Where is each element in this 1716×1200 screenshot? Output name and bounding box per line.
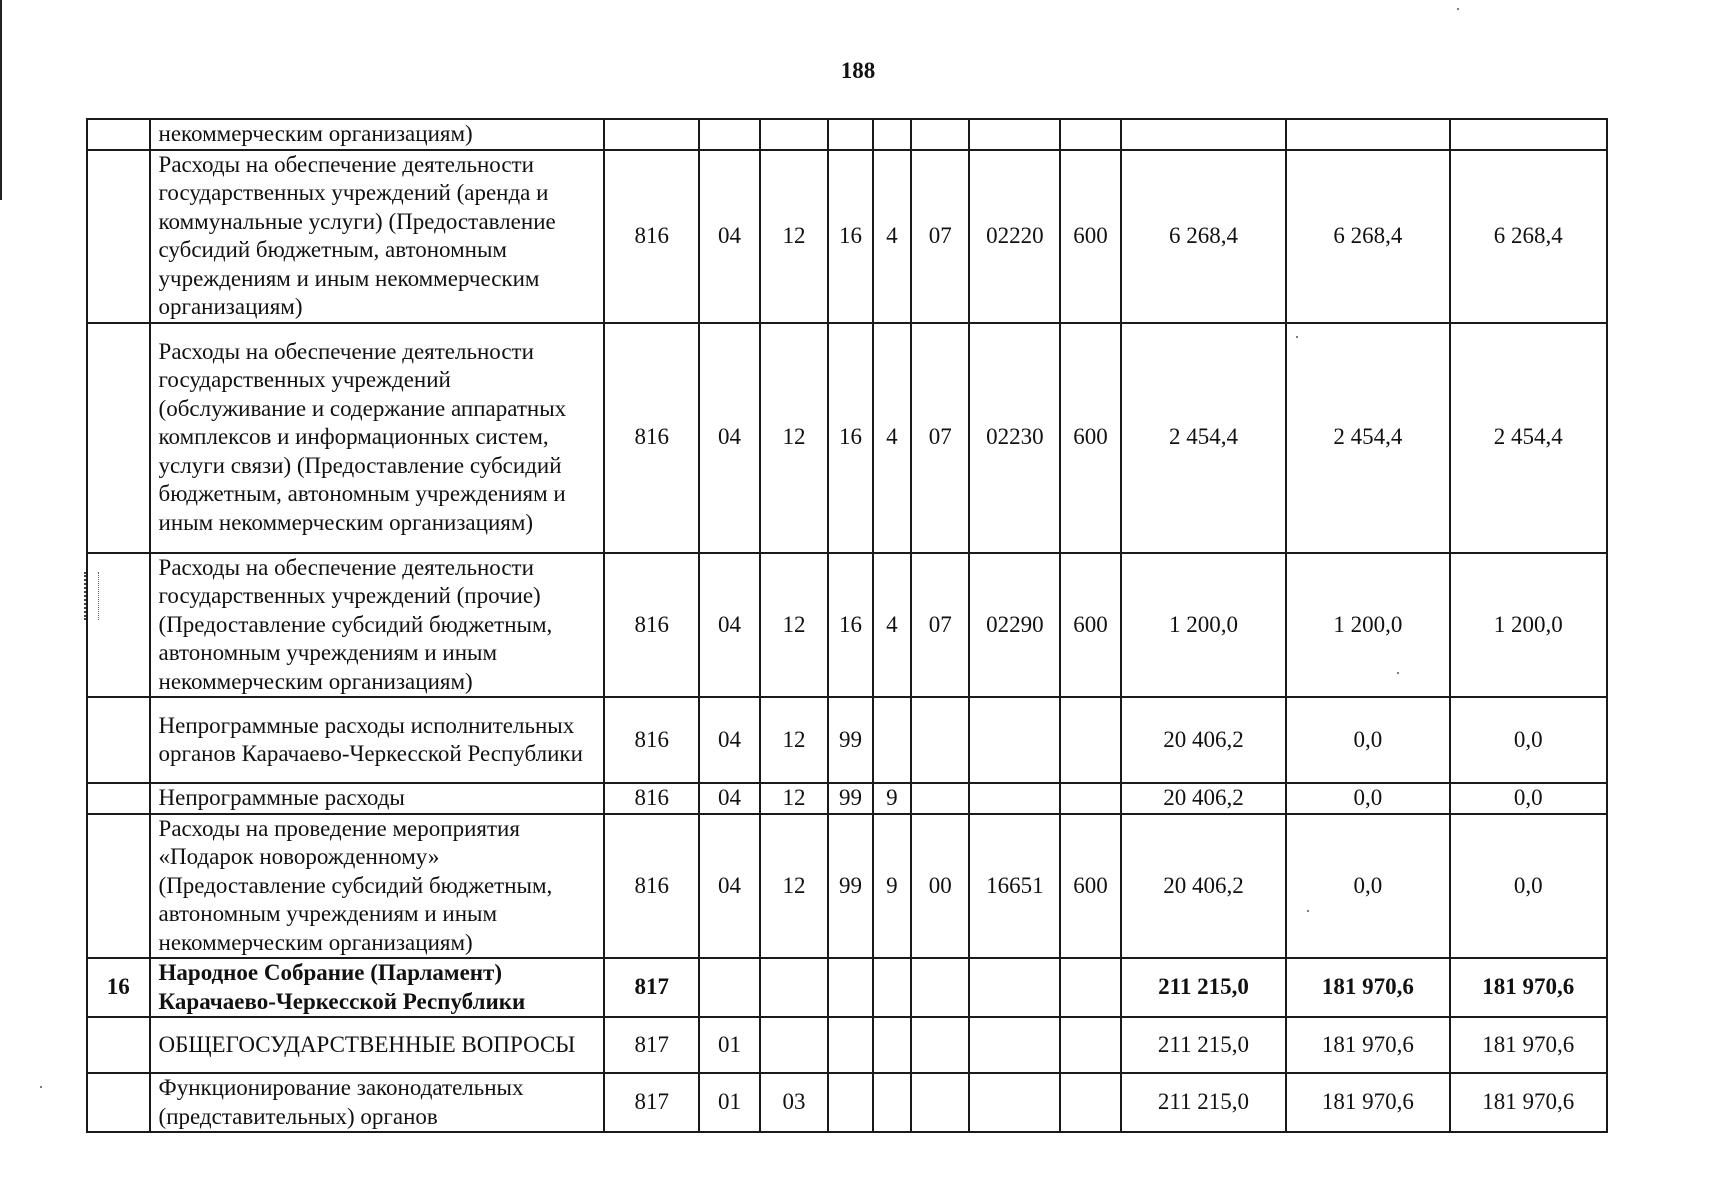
table-row [87, 783, 1607, 814]
program-code-cell: 16 [828, 150, 872, 323]
expense-name-cell: Расходы на обеспечение деятельности государственных учреждений (обслуживание и содержание аппаратных комплексов и информационных систем, услуги связи) (Предоставление субсидий бюджетным, автономным учреждениям и иным некоммерческим организациям) [150, 323, 605, 553]
budget-table [86, 118, 1608, 1133]
amount-year-3-cell: 1 200,0 [1450, 553, 1607, 698]
expense-type-code-cell [1060, 958, 1121, 1017]
direction-code-cell: 02220 [969, 150, 1060, 323]
event-code-cell [911, 697, 970, 783]
amount-year-1-cell: 20 406,2 [1121, 783, 1286, 814]
gr-code-cell: 817 [604, 958, 699, 1017]
amount-year-2-cell [1286, 119, 1449, 150]
expense-name-cell: Функционирование законодательных (представительных) органов [150, 1073, 605, 1132]
table-row [87, 119, 1607, 150]
amount-year-2-cell: 6 268,4 [1286, 150, 1449, 323]
row-number-cell: 16 [87, 958, 150, 1017]
section-code-cell [699, 119, 760, 150]
section-code-cell: 04 [699, 697, 760, 783]
expense-name-cell: Народное Собрание (Парламент) Карачаево-Черкесской Республики [150, 958, 605, 1017]
table-row [87, 1017, 1607, 1073]
expense-name-cell: некоммерческим организациям) [150, 119, 605, 150]
expense-type-code-cell [1060, 1073, 1121, 1132]
amount-year-1-cell: 211 215,0 [1121, 1017, 1286, 1073]
amount-year-2-cell: 1 200,0 [1286, 553, 1449, 698]
program-code-cell [828, 1017, 872, 1073]
table-row [87, 553, 1607, 698]
program-code-cell: 99 [828, 697, 872, 783]
gr-code-cell: 816 [604, 323, 699, 553]
section-code-cell: 04 [699, 553, 760, 698]
row-number-cell [87, 697, 150, 783]
event-code-cell: 00 [911, 814, 970, 959]
section-code-cell: 01 [699, 1017, 760, 1073]
row-number-cell [87, 783, 150, 814]
subprogram-code-cell: 9 [873, 783, 911, 814]
scan-left-edge [0, 0, 2, 200]
amount-year-3-cell: 0,0 [1450, 814, 1607, 959]
amount-year-3-cell: 181 970,6 [1450, 1017, 1607, 1073]
program-code-cell [828, 958, 872, 1017]
direction-code-cell [969, 783, 1060, 814]
event-code-cell: 07 [911, 150, 970, 323]
gr-code-cell: 816 [604, 697, 699, 783]
amount-year-3-cell: 0,0 [1450, 783, 1607, 814]
gr-code-cell: 816 [604, 814, 699, 959]
amount-year-1-cell: 6 268,4 [1121, 150, 1286, 323]
subsection-code-cell [760, 958, 829, 1017]
subsection-code-cell: 12 [760, 553, 829, 698]
gr-code-cell: 817 [604, 1017, 699, 1073]
expense-name-cell: Непрограммные расходы [150, 783, 605, 814]
section-code-cell: 04 [699, 814, 760, 959]
row-number-cell [87, 553, 150, 698]
gr-code-cell: 816 [604, 553, 699, 698]
amount-year-1-cell: 20 406,2 [1121, 697, 1286, 783]
direction-code-cell: 16651 [969, 814, 1060, 959]
section-code-cell: 04 [699, 150, 760, 323]
gr-code-cell: 816 [604, 150, 699, 323]
amount-year-2-cell: 0,0 [1286, 783, 1449, 814]
expense-name-cell: ОБЩЕГОСУДАРСТВЕННЫЕ ВОПРОСЫ [150, 1017, 605, 1073]
expense-type-code-cell [1060, 119, 1121, 150]
event-code-cell [911, 119, 970, 150]
amount-year-2-cell: 2 454,4 [1286, 323, 1449, 553]
table-row [87, 1073, 1607, 1132]
amount-year-2-cell: 0,0 [1286, 814, 1449, 959]
amount-year-2-cell: 181 970,6 [1286, 1017, 1449, 1073]
amount-year-2-cell: 181 970,6 [1286, 1073, 1449, 1132]
direction-code-cell: 02230 [969, 323, 1060, 553]
section-code-cell: 04 [699, 783, 760, 814]
row-number-cell [87, 1017, 150, 1073]
event-code-cell [911, 783, 970, 814]
program-code-cell: 99 [828, 814, 872, 959]
expense-type-code-cell [1060, 697, 1121, 783]
expense-name-cell: Расходы на обеспечение деятельности государственных учреждений (прочие) (Предоставление субсидий бюджетным, автономным учреждениям и иным некоммерческим организациям) [150, 553, 605, 698]
amount-year-3-cell: 181 970,6 [1450, 1073, 1607, 1132]
amount-year-1-cell: 2 454,4 [1121, 323, 1286, 553]
row-number-cell [87, 150, 150, 323]
table-row [87, 323, 1607, 553]
subprogram-code-cell [873, 119, 911, 150]
program-code-cell: 16 [828, 553, 872, 698]
gr-code-cell [604, 119, 699, 150]
amount-year-3-cell: 0,0 [1450, 697, 1607, 783]
expense-name-cell: Расходы на проведение мероприятия «Подарок новорожденному» (Предоставление субсидий бюджетным, автономным учреждениям и иным некоммерческим организациям) [150, 814, 605, 959]
section-code-cell: 04 [699, 323, 760, 553]
amount-year-3-cell: 6 268,4 [1450, 150, 1607, 323]
subprogram-code-cell: 9 [873, 814, 911, 959]
event-code-cell: 07 [911, 553, 970, 698]
expense-type-code-cell: 600 [1060, 553, 1121, 698]
section-code-cell: 01 [699, 1073, 760, 1132]
subsection-code-cell: 12 [760, 783, 829, 814]
subprogram-code-cell: 4 [873, 150, 911, 323]
amount-year-1-cell [1121, 119, 1286, 150]
subsection-code-cell: 03 [760, 1073, 829, 1132]
amount-year-1-cell: 211 215,0 [1121, 958, 1286, 1017]
amount-year-3-cell: 2 454,4 [1450, 323, 1607, 553]
expense-type-code-cell: 600 [1060, 814, 1121, 959]
section-code-cell [699, 958, 760, 1017]
direction-code-cell [969, 119, 1060, 150]
table-row [87, 150, 1607, 323]
amount-year-1-cell: 20 406,2 [1121, 814, 1286, 959]
row-number-cell [87, 119, 150, 150]
subprogram-code-cell: 4 [873, 553, 911, 698]
gr-code-cell: 816 [604, 783, 699, 814]
amount-year-2-cell: 0,0 [1286, 697, 1449, 783]
event-code-cell: 07 [911, 323, 970, 553]
direction-code-cell [969, 697, 1060, 783]
scan-speck [1457, 8, 1459, 10]
row-number-cell [87, 323, 150, 553]
subsection-code-cell [760, 119, 829, 150]
subprogram-code-cell: 4 [873, 323, 911, 553]
subprogram-code-cell [873, 1017, 911, 1073]
subprogram-code-cell [873, 697, 911, 783]
direction-code-cell [969, 1017, 1060, 1073]
direction-code-cell [969, 958, 1060, 1017]
budget-table-body [87, 119, 1607, 1132]
direction-code-cell: 02290 [969, 553, 1060, 698]
program-code-cell: 16 [828, 323, 872, 553]
gr-code-cell: 817 [604, 1073, 699, 1132]
table-row [87, 814, 1607, 959]
expense-type-code-cell: 600 [1060, 150, 1121, 323]
event-code-cell [911, 958, 970, 1017]
event-code-cell [911, 1073, 970, 1132]
subsection-code-cell [760, 1017, 829, 1073]
event-code-cell [911, 1017, 970, 1073]
table-row [87, 697, 1607, 783]
expense-type-code-cell: 600 [1060, 323, 1121, 553]
subsection-code-cell: 12 [760, 150, 829, 323]
subprogram-code-cell [873, 958, 911, 1017]
row-number-cell [87, 814, 150, 959]
program-code-cell [828, 119, 872, 150]
amount-year-3-cell: 181 970,6 [1450, 958, 1607, 1017]
amount-year-2-cell: 181 970,6 [1286, 958, 1449, 1017]
scan-speck [40, 1086, 42, 1088]
table-row [87, 958, 1607, 1017]
direction-code-cell [969, 1073, 1060, 1132]
subsection-code-cell: 12 [760, 697, 829, 783]
subsection-code-cell: 12 [760, 814, 829, 959]
program-code-cell [828, 1073, 872, 1132]
expense-name-cell: Непрограммные расходы исполнительных органов Карачаево-Черкесской Республики [150, 697, 605, 783]
row-number-cell [87, 1073, 150, 1132]
amount-year-1-cell: 1 200,0 [1121, 553, 1286, 698]
expense-name-cell: Расходы на обеспечение деятельности государственных учреждений (аренда и коммунальные услуги) (Предоставление субсидий бюджетным, автономным учреждениям и иным некоммерческим организациям) [150, 150, 605, 323]
expense-type-code-cell [1060, 1017, 1121, 1073]
page-number: 188 [840, 58, 876, 83]
subsection-code-cell: 12 [760, 323, 829, 553]
subprogram-code-cell [873, 1073, 911, 1132]
expense-type-code-cell [1060, 783, 1121, 814]
amount-year-1-cell: 211 215,0 [1121, 1073, 1286, 1132]
program-code-cell: 99 [828, 783, 872, 814]
amount-year-3-cell [1450, 119, 1607, 150]
